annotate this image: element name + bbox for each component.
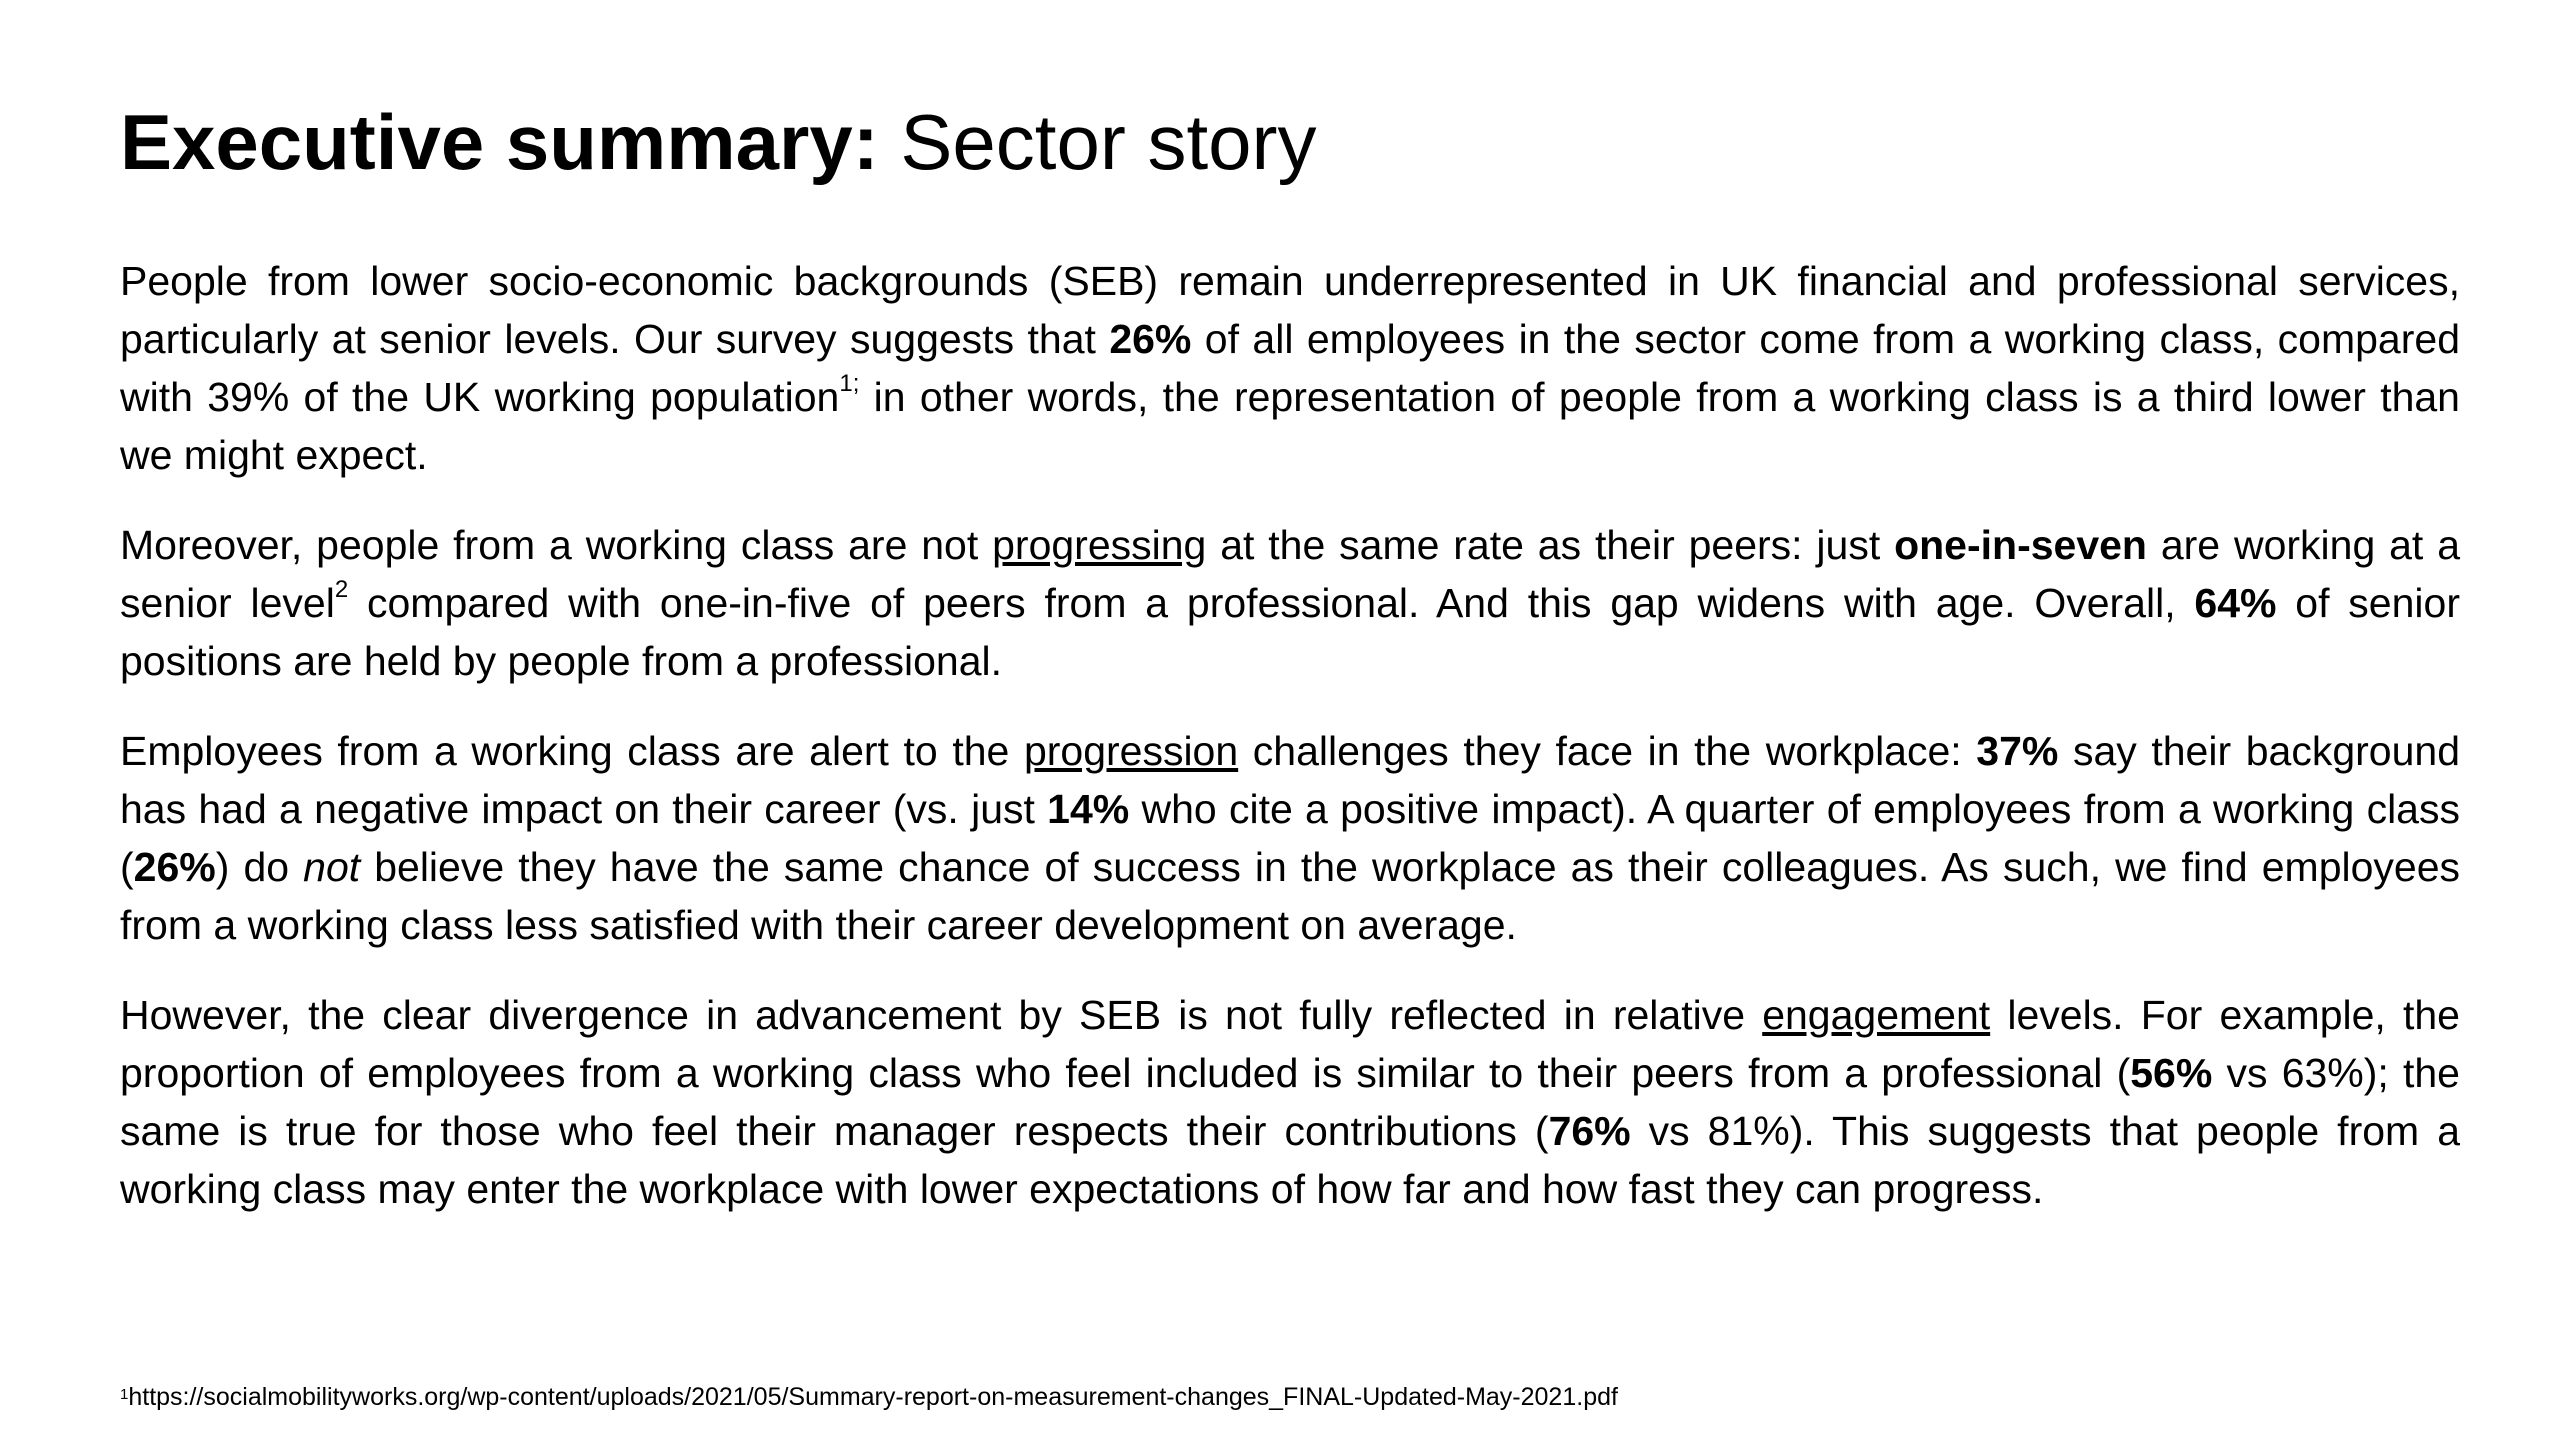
paragraph-text: of all employees in the sector come from a working class, compared with 39% of the UK working population bbox=[120, 316, 2460, 420]
paragraph-text: of senior positions are held by people from a professional. bbox=[120, 580, 2460, 684]
underlined-term: progressing bbox=[992, 522, 1207, 568]
highlight-stat: 56% bbox=[2130, 1050, 2213, 1096]
footnote-marker: 1 bbox=[120, 1386, 129, 1403]
paragraph-representation bbox=[120, 252, 2460, 484]
highlight-stat: 14% bbox=[1047, 786, 1130, 832]
paragraph-text: at the same rate as their peers: just bbox=[1206, 522, 1895, 568]
page-title-bold: Executive summary: bbox=[120, 98, 879, 186]
paragraph-text: say their background has had a negative impact on their career (vs. just bbox=[120, 728, 2460, 832]
highlight-stat: 26% bbox=[1109, 316, 1192, 362]
page-title-regular: Sector story bbox=[878, 98, 1317, 186]
page-title bbox=[120, 98, 1317, 188]
paragraph-text: Moreover, people from a working class are not bbox=[120, 522, 993, 568]
emphasis-text: not bbox=[303, 844, 361, 890]
highlight-stat: one-in-seven bbox=[1894, 522, 2147, 568]
paragraph-text: are working at a senior level bbox=[120, 522, 2460, 626]
paragraph-text: ) do bbox=[215, 844, 304, 890]
footnote bbox=[120, 1382, 1618, 1412]
paragraph-engagement bbox=[120, 986, 2460, 1218]
underlined-term: engagement bbox=[1762, 992, 1991, 1038]
paragraph-progression bbox=[120, 516, 2460, 690]
paragraph-text: believe they have the same chance of success in the workplace as their colleagues. As such, we find employees from a working class less satisfied with their career development on average. bbox=[120, 844, 2461, 948]
paragraph-text: vs 63%); the same is true for those who feel their manager respects their contributions ( bbox=[120, 1050, 2460, 1154]
footnote-reference: 2 bbox=[334, 576, 349, 603]
footnote-reference: 1; bbox=[839, 370, 860, 397]
highlight-stat: 64% bbox=[2194, 580, 2277, 626]
paragraph-text: People from lower socio-economic backgrounds (SEB) remain underrepresented in UK financial and professional services, particularly at senior levels. Our survey suggests that bbox=[120, 258, 2460, 362]
paragraph-text: levels. For example, the proportion of employees from a working class who feel included is similar to their peers from a professional ( bbox=[120, 992, 2460, 1096]
summary-body bbox=[120, 252, 2460, 1250]
paragraph-text: in other words, the representation of people from a working class is a third lower than we might expect. bbox=[120, 374, 2460, 478]
paragraph-challenges bbox=[120, 722, 2460, 954]
paragraph-text: However, the clear divergence in advancement by SEB is not fully reflected in relative bbox=[120, 992, 1763, 1038]
highlight-stat: 26% bbox=[133, 844, 216, 890]
footnote-url: https://socialmobilityworks.org/wp-content/uploads/2021/05/Summary-report-on-measurement-changes_FINAL-Updated-May-2021.pdf bbox=[128, 1383, 1618, 1411]
paragraph-text: challenges they face in the workplace: bbox=[1238, 728, 1977, 774]
paragraph-text: vs 81%). This suggests that people from a working class may enter the workplace with lower expectations of how far and how fast they can progress. bbox=[120, 1108, 2460, 1212]
paragraph-text: compared with one-in-five of peers from a professional. And this gap widens with age. Overall, bbox=[348, 580, 2195, 626]
underlined-term: progression bbox=[1023, 728, 1239, 774]
paragraph-text: who cite a positive impact). A quarter of employees from a working class ( bbox=[120, 786, 2460, 890]
paragraph-text: Employees from a working class are alert to the bbox=[120, 728, 1024, 774]
highlight-stat: 37% bbox=[1976, 728, 2059, 774]
highlight-stat: 76% bbox=[1548, 1108, 1631, 1154]
